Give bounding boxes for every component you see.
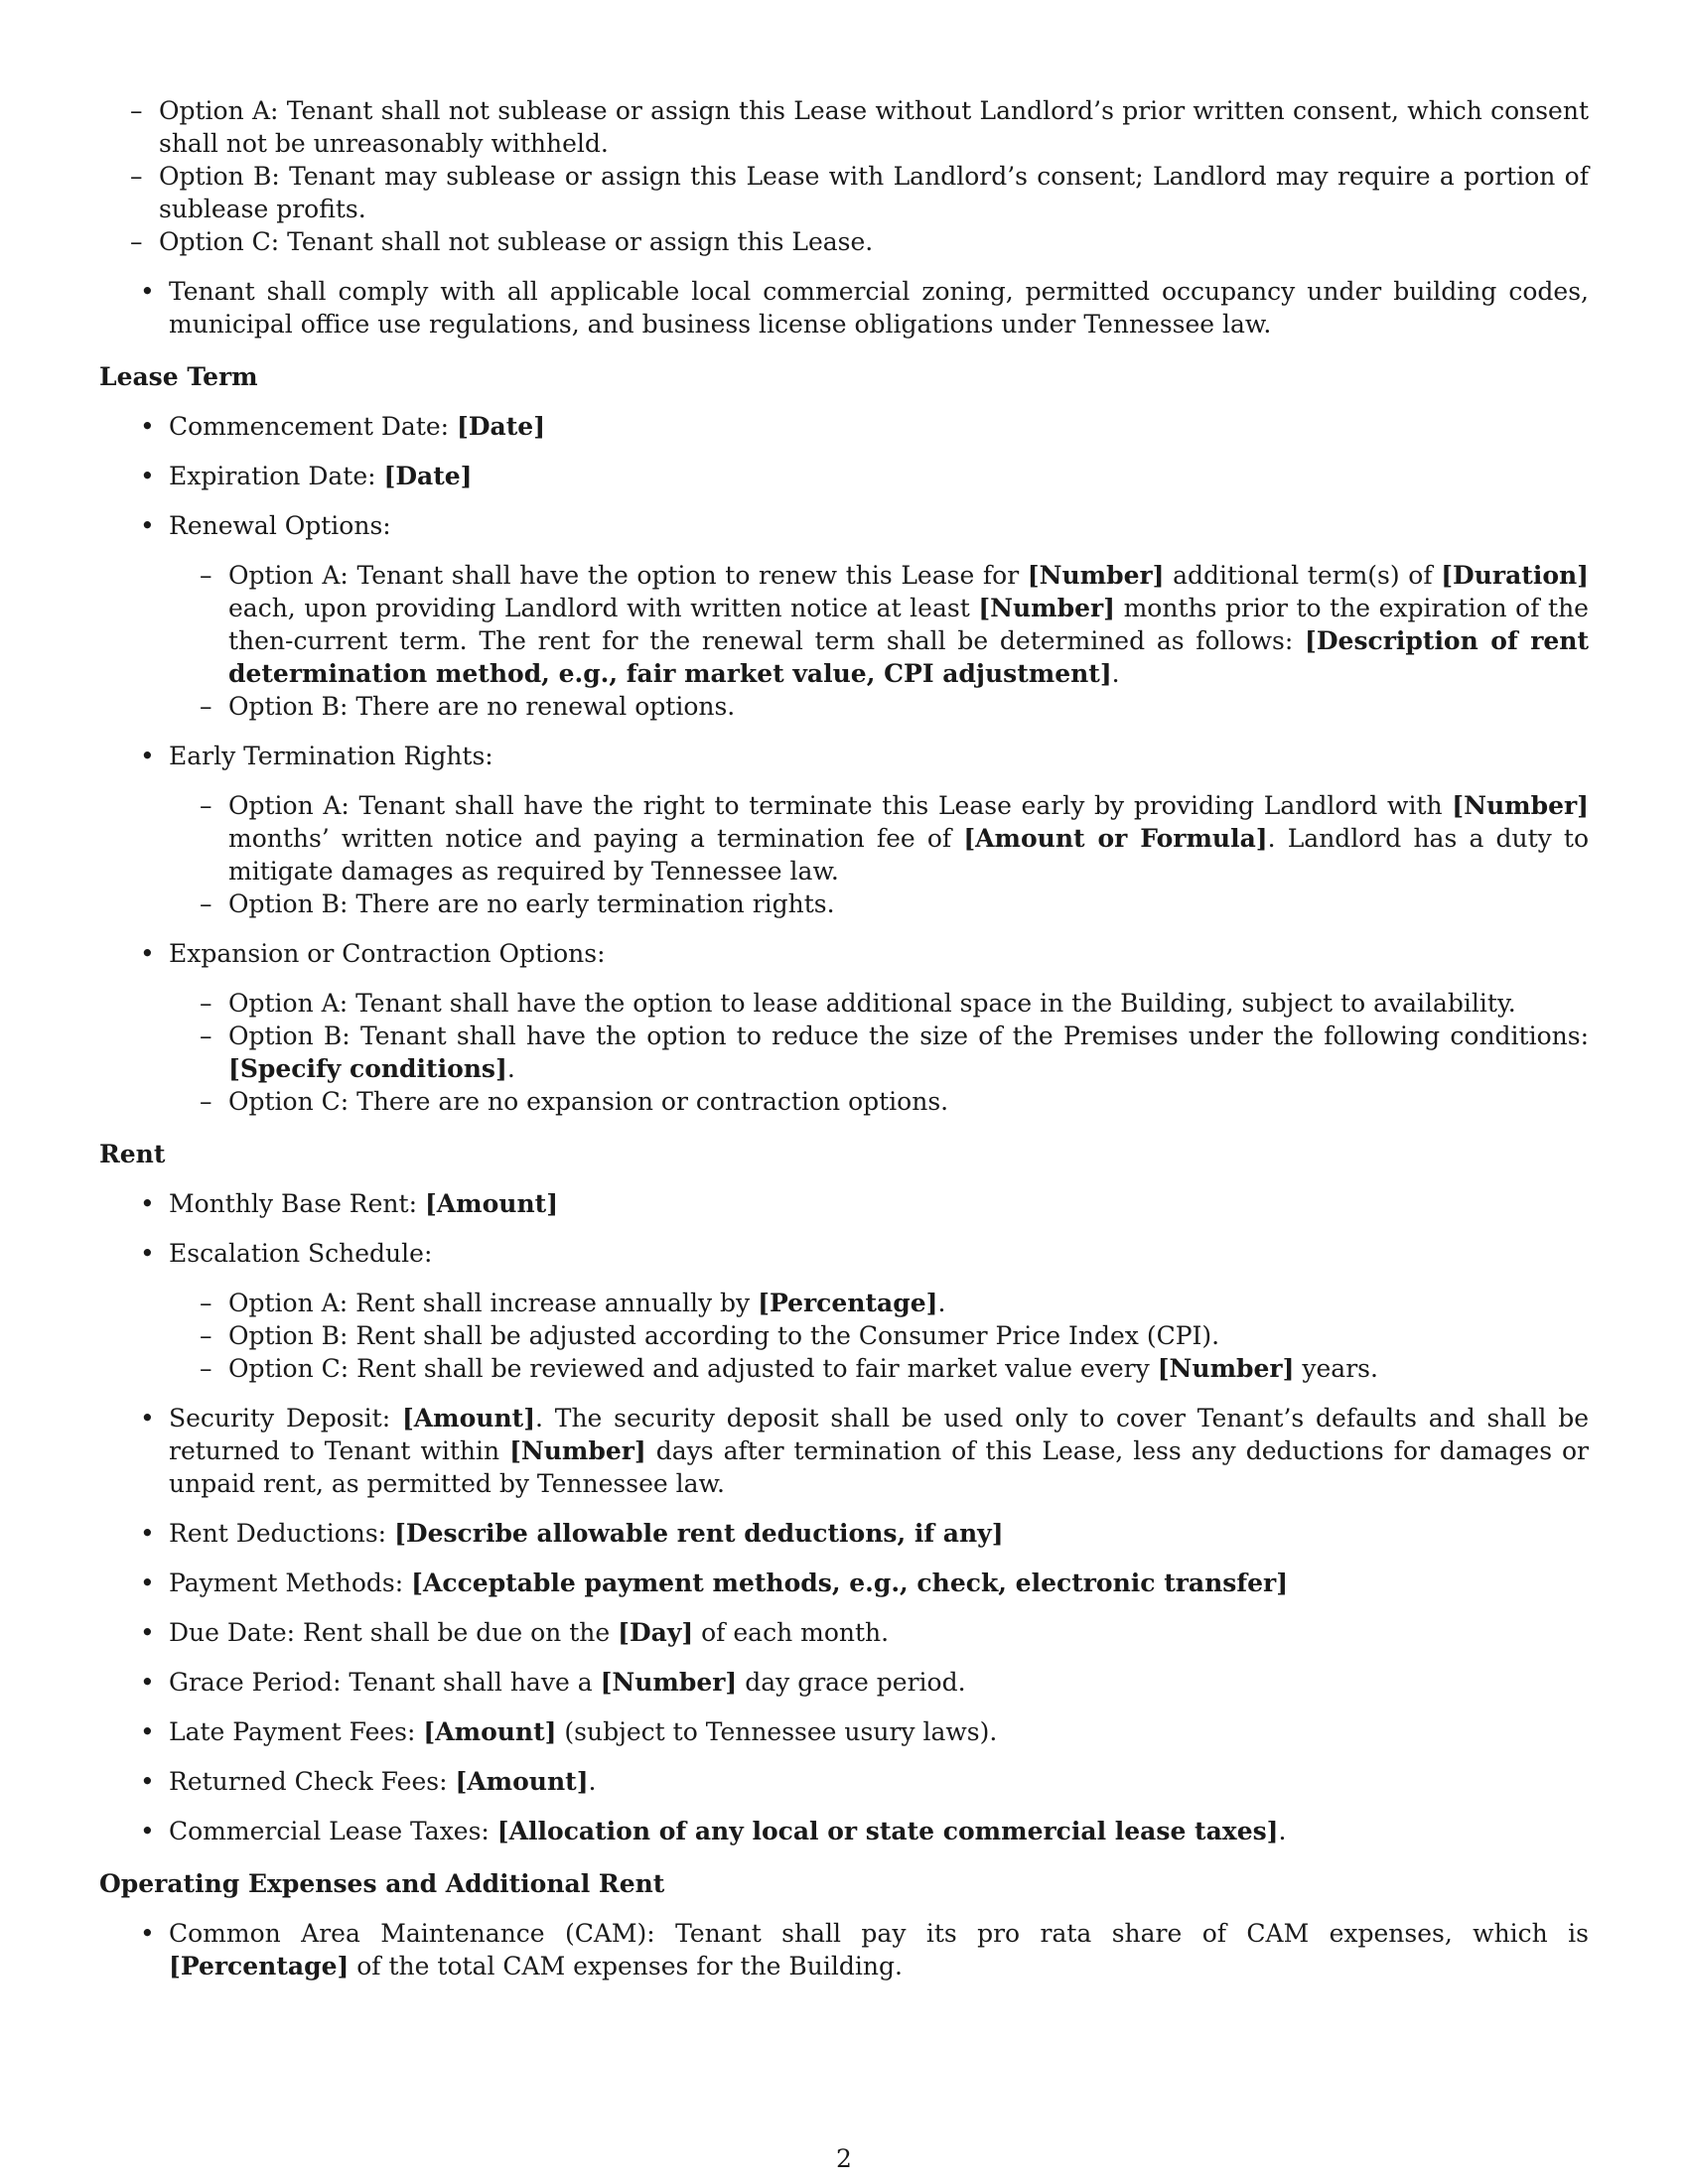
section-heading-lease-term: Lease Term	[99, 362, 258, 391]
placeholder: [Number]	[1157, 1354, 1295, 1383]
placeholder: [Date]	[457, 412, 546, 441]
list-item: – Option A: Tenant shall not sublease or assign this Lease without Landlord’s prior written consent, which consent shall not be unreasonably withheld.	[99, 94, 1589, 160]
compliance-list	[99, 275, 1589, 341]
placeholder: [Date]	[383, 462, 473, 490]
list-item	[99, 1402, 1589, 1500]
list-item: – Option B: Tenant may sublease or assign this Lease with Landlord’s consent; Landlord may require a portion of sublease profits.	[99, 160, 1589, 225]
escalation-options-list	[169, 1287, 1589, 1385]
text: Due Date: Rent shall be due on the	[169, 1618, 619, 1647]
list-item	[99, 460, 1589, 492]
label: Monthly Base Rent:	[169, 1189, 425, 1218]
placeholder: [Describe allowable rent deductions, if any]	[394, 1519, 1004, 1548]
text: .	[1278, 1817, 1287, 1845]
list-item	[169, 789, 1589, 887]
section-heading-rent: Rent	[99, 1140, 166, 1168]
label: Commencement Date:	[169, 412, 458, 441]
text: Option A: Rent shall increase annually by	[228, 1289, 759, 1317]
placeholder: [Number]	[1027, 561, 1165, 590]
assignment-options-list	[99, 94, 1589, 258]
list-item	[169, 1020, 1589, 1085]
section-heading-operating-expenses: Operating Expenses and Additional Rent	[99, 1869, 665, 1898]
placeholder: [Number]	[1452, 791, 1589, 820]
list-item	[99, 740, 1589, 920]
operating-list	[99, 1917, 1589, 1982]
placeholder: [Percentage]	[758, 1289, 938, 1317]
list-item	[99, 1567, 1589, 1599]
text: of each month.	[693, 1618, 890, 1647]
text: years.	[1294, 1354, 1378, 1383]
text: day grace period.	[737, 1668, 966, 1697]
placeholder: [Amount]	[401, 1404, 536, 1433]
text: Common Area Maintenance (CAM): Tenant shall pay its pro rata share of CAM expenses, which is	[169, 1919, 1589, 1948]
placeholder: [Duration]	[1441, 561, 1589, 590]
lease-term-list	[99, 410, 1589, 1118]
list-item: – Option A: Tenant shall have the option to lease additional space in the Building, subject to availability.	[169, 987, 1589, 1020]
placeholder: [Allocation of any local or state commercial lease taxes]	[496, 1817, 1279, 1845]
list-item: – Option C: There are no expansion or contraction options.	[169, 1085, 1589, 1118]
text: months’ written notice and paying a termination fee of	[228, 824, 964, 853]
list-item: – Option B: There are no renewal options.	[169, 690, 1589, 723]
label: Escalation Schedule:	[169, 1239, 433, 1268]
text: Late Payment Fees:	[169, 1717, 424, 1746]
list-item	[99, 1237, 1589, 1385]
text: Option C: Rent shall be reviewed and adjusted to fair market value every	[228, 1354, 1158, 1383]
text: . The security deposit shall be used only to cover Tenant’s defaults and shall be returned to Tenant within	[169, 1404, 1589, 1465]
label: Early Termination Rights:	[169, 742, 493, 770]
text: days after termination of this Lease, less any deductions for damages or unpaid rent, as permitted by Tennessee law.	[169, 1436, 1589, 1498]
list-item	[169, 559, 1589, 690]
list-item	[99, 937, 1589, 1118]
list-item	[99, 1616, 1589, 1649]
placeholder: [Acceptable payment methods, e.g., check, electronic transfer]	[411, 1569, 1289, 1597]
page-number: 2	[836, 2144, 852, 2173]
label: Expansion or Contraction Options:	[169, 939, 606, 968]
placeholder: [Number]	[509, 1436, 646, 1465]
text: Security Deposit:	[169, 1404, 402, 1433]
placeholder: [Number]	[978, 594, 1116, 622]
text: .	[588, 1767, 597, 1796]
label: Payment Methods:	[169, 1569, 412, 1597]
text: .	[1111, 659, 1120, 688]
placeholder: [Day]	[618, 1618, 694, 1647]
placeholder: [Specify conditions]	[228, 1054, 507, 1083]
placeholder: [Number]	[600, 1668, 738, 1697]
placeholder: [Amount]	[424, 1189, 559, 1218]
text: Option B: Tenant shall have the option to reduce the size of the Premises under the following conditions:	[228, 1022, 1589, 1050]
list-item	[99, 1187, 1589, 1220]
document-page	[99, 94, 1589, 1999]
text: (subject to Tennessee usury laws).	[556, 1717, 998, 1746]
label: Rent Deductions:	[169, 1519, 395, 1548]
list-item	[99, 410, 1589, 443]
label: Expiration Date:	[169, 462, 384, 490]
list-item	[169, 1287, 1589, 1319]
list-item	[99, 1666, 1589, 1699]
text: Commercial Lease Taxes:	[169, 1817, 497, 1845]
renewal-options-list	[169, 559, 1589, 723]
list-item	[99, 1815, 1589, 1847]
text: .	[937, 1289, 946, 1317]
text: Option A: Tenant shall have the option to renew this Lease for	[228, 561, 1028, 590]
text: additional term(s) of	[1164, 561, 1442, 590]
list-item: – Option B: Rent shall be adjusted according to the Consumer Price Index (CPI).	[169, 1319, 1589, 1352]
rent-list	[99, 1187, 1589, 1847]
list-item	[169, 1352, 1589, 1385]
text: of the total CAM expenses for the Building.	[349, 1952, 903, 1980]
list-item	[99, 1517, 1589, 1550]
placeholder: [Amount or Formula]	[963, 824, 1268, 853]
text: each, upon providing Landlord with written notice at least	[228, 594, 979, 622]
text: Option A: Tenant shall have the right to terminate this Lease early by providing Landlord with	[228, 791, 1453, 820]
list-item: – Option C: Tenant shall not sublease or assign this Lease.	[99, 225, 1589, 258]
text: months prior to the expiration of the then-current term. The rent for the renewal term shall be determined as follows:	[228, 594, 1589, 655]
list-item: • Tenant shall comply with all applicable local commercial zoning, permitted occupancy under building codes, municipal office use regulations, and business license obligations under Tennessee law.	[99, 275, 1589, 341]
list-item	[99, 1917, 1589, 1982]
text: Returned Check Fees:	[169, 1767, 456, 1796]
early-termination-list	[169, 789, 1589, 920]
list-item	[99, 1715, 1589, 1748]
text: . Landlord has a duty to mitigate damages as required by Tennessee law.	[228, 824, 1590, 886]
placeholder: [Percentage]	[169, 1952, 350, 1980]
label: Renewal Options:	[169, 511, 391, 540]
text: .	[506, 1054, 515, 1083]
placeholder: [Amount]	[423, 1717, 557, 1746]
list-item	[99, 1765, 1589, 1798]
text: Grace Period: Tenant shall have a	[169, 1668, 601, 1697]
list-item	[99, 509, 1589, 723]
placeholder: [Description of rent determination method, e.g., fair market value, CPI adjustment]	[228, 626, 1589, 688]
list-item: – Option B: There are no early termination rights.	[169, 887, 1589, 920]
expansion-options-list	[169, 987, 1589, 1118]
placeholder: [Amount]	[455, 1767, 589, 1796]
